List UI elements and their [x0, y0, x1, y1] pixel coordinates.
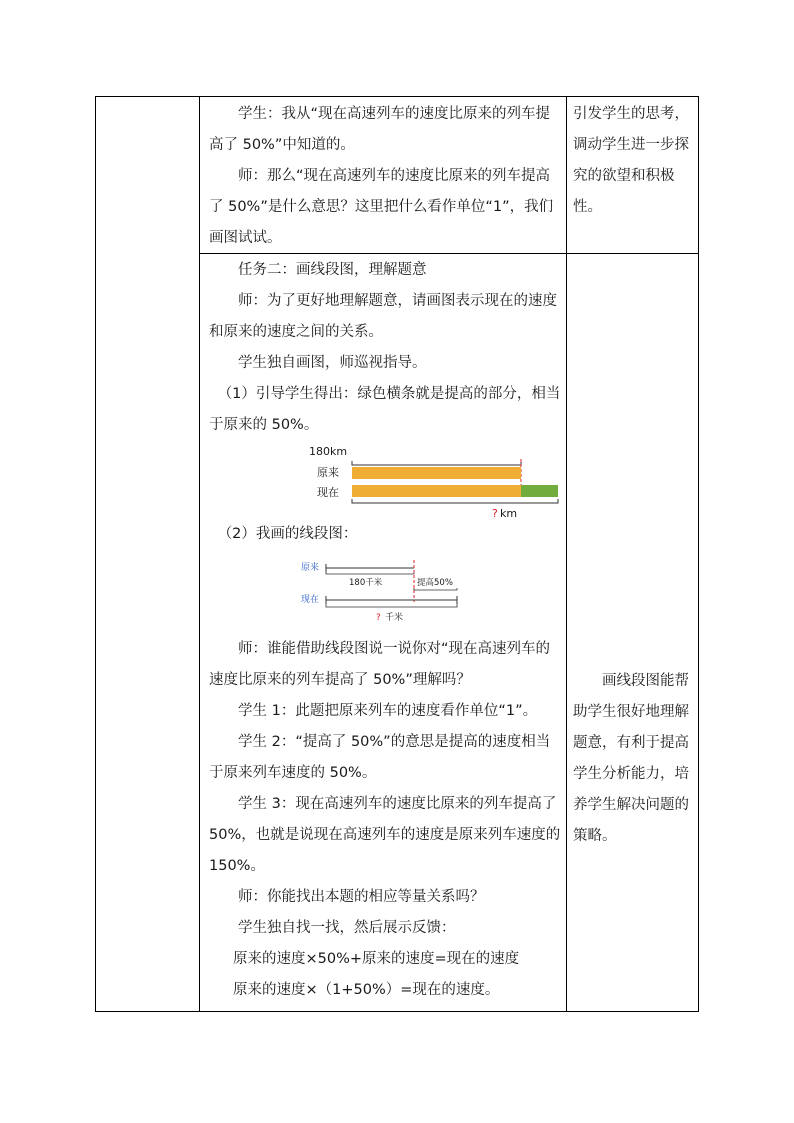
- row1-note-cell: [573, 99, 695, 223]
- row2-note: 画线段图能帮助学生很好地理解题意，有利于提高学生分析能力，培养学生解决问题的策略。: [573, 673, 689, 844]
- row2-paragraph: 师：为了更好地理解题意，请画图表示现在的速度和原来的速度之间的关系。: [209, 293, 557, 340]
- row1-main-cell: [209, 99, 561, 254]
- line-segment-diagram: [209, 550, 561, 642]
- bar-row-label-now: 现在: [317, 486, 339, 499]
- bar-top-label: 180km: [309, 445, 348, 458]
- row2-paragraph: 学生独自找一找，然后展示反馈：: [238, 920, 456, 936]
- line-segment-label: 180千米: [349, 578, 383, 588]
- row2-main-cell: [209, 255, 561, 1006]
- row2-paragraph: 师：你能找出本题的相应等量关系吗？: [238, 889, 485, 905]
- line-increase-brace: [414, 588, 457, 590]
- line-increase-label: 提高50%: [417, 578, 453, 588]
- equation-line: 原来的速度×50%+原来的速度=现在的速度: [233, 951, 520, 967]
- line-bottom-question: ?: [376, 613, 381, 623]
- bar-bottom-question: ?: [492, 507, 498, 520]
- line-row-label-now: 现在: [301, 595, 320, 605]
- bar-bottom-unit: km: [500, 507, 518, 520]
- line-original-brace: [326, 572, 414, 574]
- column-divider-right: [566, 97, 567, 1011]
- row2-paragraph: 学生独自画图，师巡视指导。: [238, 355, 427, 371]
- row2-paragraph: 学生 2：“提高了 50%”的意思是提高的速度相当于原来列车速度的 50%。: [209, 734, 551, 781]
- row1-paragraph: 学生：我从“现在高速列车的速度比原来的列车提高了 50%”中知道的。: [209, 106, 551, 153]
- row2-paragraph: 师：谁能借助线段图说一说你对“现在高速列车的速度比原来的列车提高了 50%”理解吗？: [209, 641, 551, 688]
- equation-line: 原来的速度×（1+50%）=现在的速度。: [233, 982, 500, 998]
- line-bottom-unit: 千米: [385, 613, 404, 623]
- line-now-brace: [326, 604, 457, 607]
- row2-paragraph: （1）引导学生得出：绿色横条就是提高的部分，相当于原来的 50%。: [209, 386, 561, 433]
- bar-original: [352, 467, 521, 479]
- bar-bottom-brace: [352, 499, 558, 503]
- bar-row-label-original: 原来: [317, 466, 339, 479]
- bar-now-base: [352, 485, 521, 497]
- row2-paragraph: 学生 1：此题把原来列车的速度看作单位“1”。: [238, 703, 538, 719]
- row1-paragraph: 师：那么“现在高速列车的速度比原来的列车提高了 50%”是什么意思？这里把什么看作单位“1”，我们画图试试。: [209, 168, 554, 246]
- bar-now-increase: [521, 485, 558, 497]
- row1-note: 引发学生的思考，调动学生进一步探究的欲望和积极性。: [573, 106, 689, 215]
- column-divider-left: [199, 97, 200, 1011]
- line-row-label-original: 原来: [301, 563, 320, 573]
- lesson-table: [95, 96, 699, 1012]
- row2-paragraph: 学生 3：现在高速列车的速度比原来的列车提高了 50%，也就是说现在高速列车的速度是原来列车速度的 150%。: [209, 796, 561, 874]
- task-heading: 任务二：画线段图，理解题意: [238, 262, 427, 278]
- row2-paragraph: （2）我画的线段图：: [217, 526, 358, 542]
- row2-note-cell: [573, 666, 695, 852]
- bar-top-brace: [352, 461, 521, 465]
